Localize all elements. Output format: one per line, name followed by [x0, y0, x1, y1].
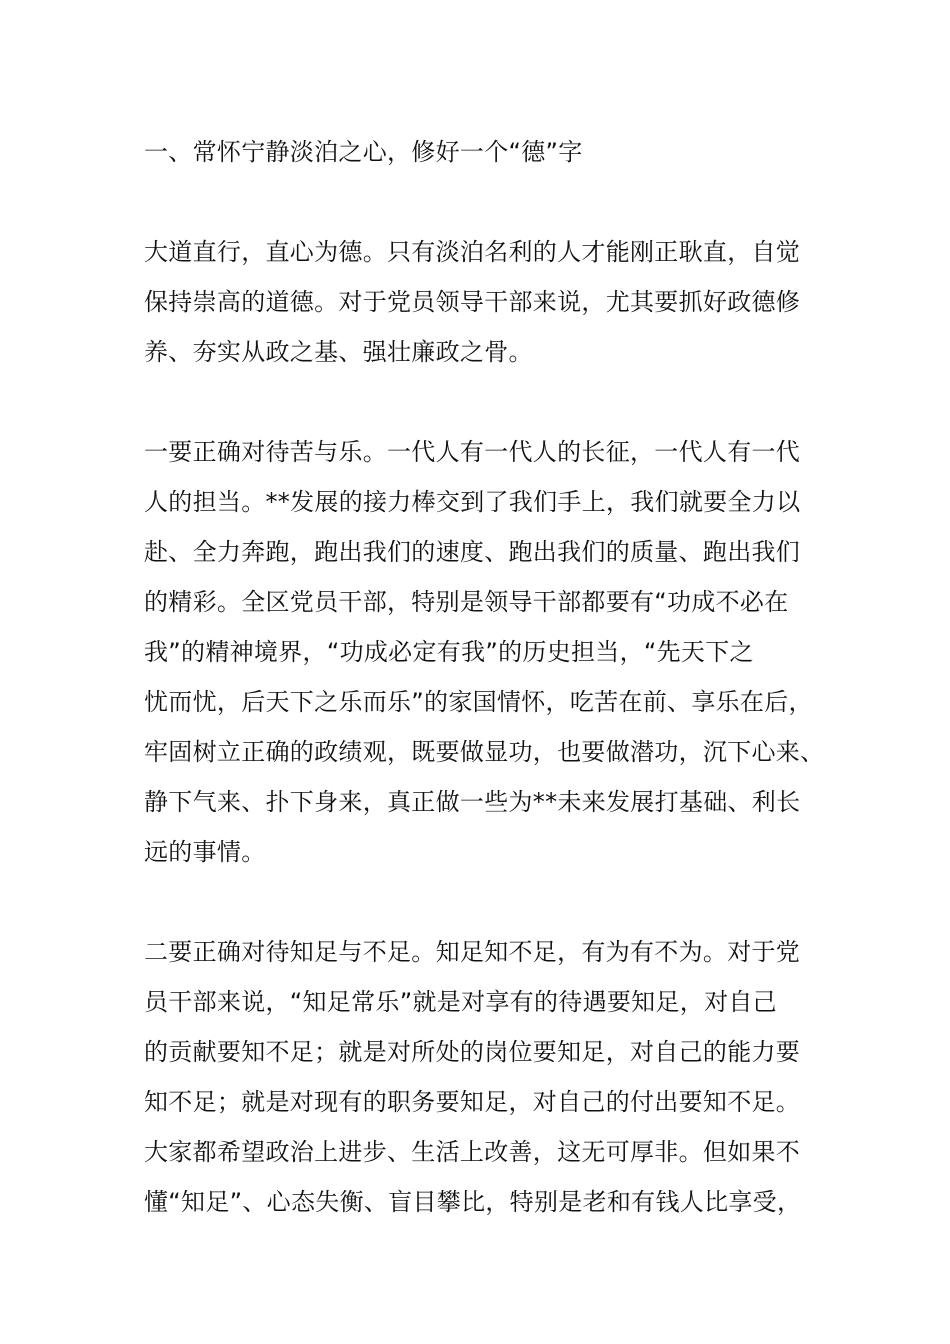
paragraph-line: 赴、全力奔跑，跑出我们的速度、跑出我们的质量、跑出我们 [144, 538, 801, 566]
paragraph-line: 大家都希望政治上进步、生活上改善，这无可厚非。但如果不 [144, 1138, 801, 1166]
paragraph-line: 一要正确对待苦与乐。一代人有一代人的长征，一代人有一代 [144, 438, 801, 466]
paragraph-line: 远的事情。 [144, 838, 266, 866]
paragraph-line: 的精彩。全区党员干部，特别是领导干部都要有“功成不必在 [144, 588, 789, 616]
paragraph-line: 牢固树立正确的政绩观，既要做显功，也要做潜功，沉下心来、 [144, 738, 825, 766]
paragraph-line: 忧而忧，后天下之乐而乐”的家国情怀，吃苦在前、享乐在后， [144, 688, 813, 716]
paragraph-line: 养、夯实从政之基、强壮廉政之骨。 [144, 338, 533, 366]
paragraph-line: 大道直行，直心为德。只有淡泊名利的人才能刚正耿直，自觉 [144, 238, 801, 266]
paragraph-line: 员干部来说，“知足常乐”就是对享有的待遇要知足，对自己 [144, 988, 777, 1016]
paragraph-line: 的贡献要知不足；就是对所处的岗位要知足，对自己的能力要 [144, 1038, 801, 1066]
section-heading: 一、常怀宁静淡泊之心，修好一个“德”字 [144, 138, 583, 166]
paragraph-line: 静下气来、扑下身来，真正做一些为**未来发展打基础、利长 [144, 788, 801, 816]
paragraph-line: 人的担当。**发展的接力棒交到了我们手上，我们就要全力以 [144, 488, 801, 516]
paragraph-line: 二要正确对待知足与不足。知足知不足，有为有不为。对于党 [144, 938, 801, 966]
paragraph-line: 我”的精神境界，“功成必定有我”的历史担当，“先天下之 [144, 638, 754, 666]
paragraph-line: 懂“知足”、心态失衡、盲目攀比，特别是老和有钱人比享受， [144, 1188, 802, 1216]
paragraph-line: 知不足；就是对现有的职务要知足，对自己的付出要知不足。 [144, 1088, 801, 1116]
paragraph-line: 保持崇高的道德。对于党员领导干部来说，尤其要抓好政德修 [144, 288, 801, 316]
